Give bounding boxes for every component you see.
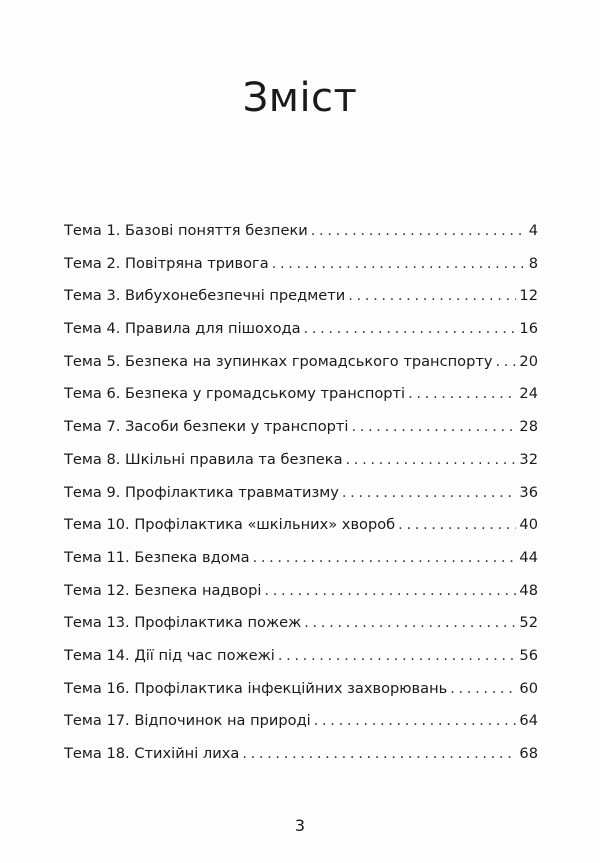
toc-entry <box>64 385 538 418</box>
toc-entry <box>64 712 538 745</box>
toc-entry <box>64 549 538 582</box>
toc-entry <box>64 516 538 549</box>
toc-entry <box>64 255 538 288</box>
table-of-contents <box>64 222 538 778</box>
toc-entry <box>64 222 538 255</box>
toc-entry-page: 20 <box>519 352 538 370</box>
toc-entry-title: Тема 1. Базові поняття безпеки <box>64 222 308 239</box>
page-title: Зміст <box>242 74 358 121</box>
dot-leader <box>351 418 516 435</box>
toc-entry-title: Тема 12. Безпека надворі <box>64 581 262 599</box>
dot-leader <box>496 353 517 370</box>
dot-leader <box>398 516 516 533</box>
toc-entry <box>64 680 538 713</box>
toc-entry-page: 12 <box>519 287 538 305</box>
toc-entry-page: 16 <box>519 320 538 338</box>
toc-entry <box>64 353 538 386</box>
toc-entry-page: 64 <box>519 712 538 730</box>
toc-entry-page: 68 <box>519 745 538 762</box>
toc-entry-page: 56 <box>519 646 538 664</box>
dot-leader <box>311 222 526 239</box>
toc-entry-page: 60 <box>519 679 538 697</box>
toc-entry <box>64 320 538 353</box>
toc-entry <box>64 614 538 647</box>
toc-entry-page: 4 <box>528 222 538 239</box>
toc-entry <box>64 418 538 451</box>
dot-leader <box>342 484 517 501</box>
toc-entry-title: Тема 13. Профілактика пожеж <box>64 614 302 632</box>
toc-entry-title: Тема 17. Відпочинок на природі <box>64 712 311 730</box>
dot-leader <box>348 287 516 304</box>
toc-entry-title: Тема 7. Засоби безпеки у транспорті <box>64 418 349 436</box>
toc-entry-title: Тема 10. Профілактика «шкільних» хвороб <box>64 516 396 534</box>
toc-entry-title: Тема 11. Безпека вдома <box>64 548 250 566</box>
dot-leader <box>408 385 516 402</box>
toc-entry <box>64 582 538 615</box>
toc-entry-title: Тема 6. Безпека у громадському транспорті <box>64 385 406 403</box>
toc-entry <box>64 647 538 680</box>
toc-entry-title: Тема 14. Дії під час пожежі <box>64 646 275 664</box>
dot-leader <box>314 712 517 729</box>
toc-entry-title: Тема 2. Повітряна тривога <box>64 254 269 272</box>
toc-entry-title: Тема 8. Шкільні правила та безпека <box>64 450 343 468</box>
toc-entry-page: 36 <box>519 483 538 501</box>
toc-entry-page: 24 <box>519 385 538 403</box>
dot-leader <box>278 647 517 664</box>
dot-leader <box>242 745 516 762</box>
toc-entry <box>64 484 538 517</box>
toc-entry-page: 44 <box>519 548 538 566</box>
toc-entry-page: 52 <box>519 614 538 632</box>
toc-entry-page: 8 <box>528 254 538 272</box>
dot-leader <box>253 549 517 566</box>
toc-entry <box>64 287 538 320</box>
toc-entry-title: Тема 9. Профілактика травматизму <box>64 483 339 501</box>
dot-leader <box>450 680 516 697</box>
toc-entry-title: Тема 4. Правила для пішохода <box>64 320 301 338</box>
toc-entry-page: 32 <box>519 450 538 468</box>
dot-leader <box>272 255 526 272</box>
toc-entry-title: Тема 18. Стихійні лиха <box>64 745 240 762</box>
toc-entry-page: 40 <box>519 516 538 534</box>
dot-leader <box>346 451 517 468</box>
toc-entry-page: 28 <box>519 418 538 436</box>
toc-entry-title: Тема 16. Профілактика інфекційних захворювань <box>64 679 448 697</box>
dot-leader <box>304 614 516 631</box>
toc-entry <box>64 451 538 484</box>
dot-leader <box>304 320 517 337</box>
dot-leader <box>264 582 516 599</box>
toc-entry-title: Тема 3. Вибухонебезпечні предмети <box>64 287 346 305</box>
toc-entry-page: 48 <box>519 581 538 599</box>
toc-entry <box>64 745 538 778</box>
toc-entry-title: Тема 5. Безпека на зупинках громадського транспорту <box>64 352 493 370</box>
page-number: 3 <box>294 816 306 835</box>
